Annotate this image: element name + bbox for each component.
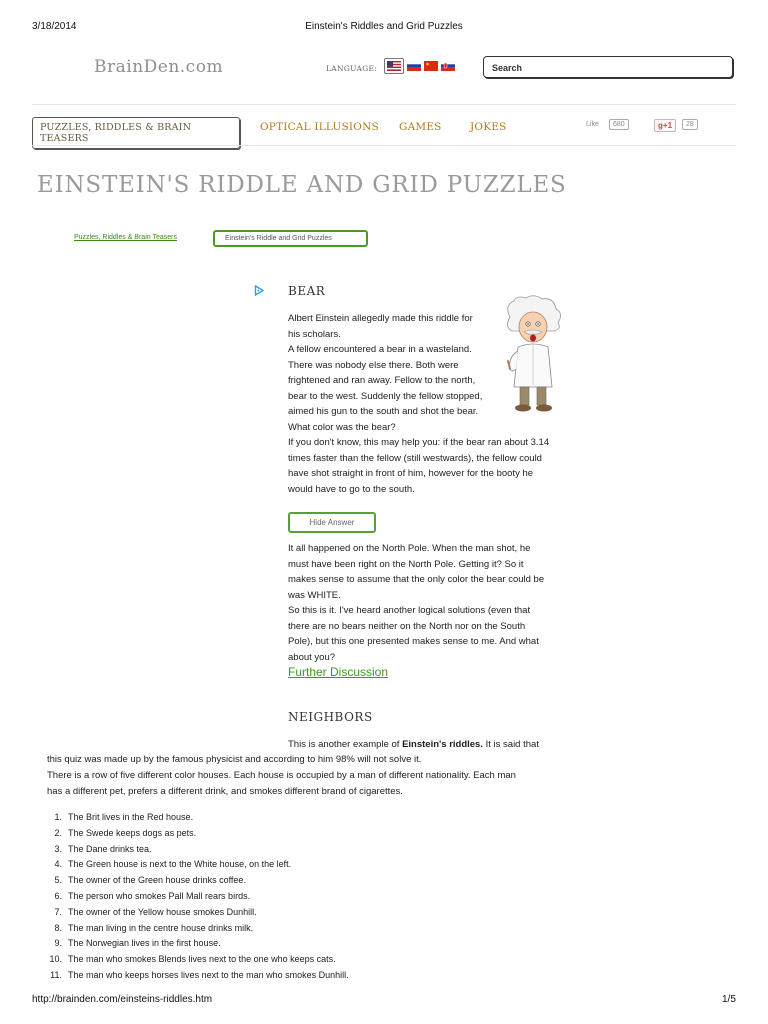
bear-line: frightened and ran away. Fellow to the north,	[288, 375, 476, 386]
print-date: 3/18/2014	[32, 21, 77, 32]
print-doc-title: Einstein's Riddles and Grid Puzzles	[305, 21, 463, 32]
rule-number: 9.	[54, 938, 62, 949]
breadcrumb-current: Einstein's Riddle and Grid Puzzles	[213, 230, 368, 247]
rule-number: 3.	[54, 843, 62, 854]
rule-number: 8.	[54, 922, 62, 933]
print-page-number: 1/5	[722, 994, 736, 1005]
gplus-label: +1	[662, 121, 673, 130]
rule-text: The man who keeps horses lives next to the man who smokes Dunhill.	[68, 969, 349, 980]
neighbors-rules-list	[40, 810, 640, 984]
rule-number: 7.	[54, 906, 62, 917]
answer-line: there are no bears neither on the North nor on the South	[288, 620, 526, 632]
navbar-top-divider	[32, 104, 736, 105]
rule-text: The Norwegian lives in the first house.	[68, 938, 221, 949]
rule-number: 5.	[54, 875, 62, 886]
nav-jokes[interactable]: JOKES	[470, 121, 507, 133]
bear-line: bear to the west. Suddenly the fellow stopped,	[288, 390, 483, 402]
like-count: 680	[609, 119, 629, 130]
further-discussion-link[interactable]: Further Discussion	[288, 665, 389, 679]
list-item	[40, 905, 640, 921]
bear-line: If you don't know, this may help you: if the bear ran about 3.14	[288, 437, 550, 448]
neighbors-intro-a: This is another example of	[288, 739, 403, 750]
list-item	[40, 936, 640, 952]
einsteins-riddles-bold: Einstein's riddles.	[402, 739, 483, 750]
gplus-button[interactable]: g+1	[654, 119, 676, 132]
answer-line: It all happened on the North Pole. When the man shot, he	[288, 543, 531, 554]
bear-line: There was nobody else there. Both were	[288, 359, 459, 371]
breadcrumb-parent[interactable]: Puzzles, Riddles & Brain Teasers	[74, 234, 177, 241]
site-logo[interactable]: BrainDen.com	[94, 57, 224, 77]
bear-line: A fellow encountered a bear in a wasteland.	[288, 344, 472, 355]
list-item	[40, 873, 640, 889]
bear-line: would have to go to the south.	[288, 483, 415, 495]
rule-number: 10.	[49, 954, 62, 965]
rule-number: 6.	[54, 890, 62, 901]
rule-text: The Brit lives in the Red house.	[68, 812, 194, 822]
bear-line: have shot straight in front of him, however for the booty he	[288, 468, 534, 479]
print-url: http://brainden.com/einsteins-riddles.htm	[32, 994, 213, 1005]
rule-text: The owner of the Green house drinks coffee.	[68, 875, 246, 886]
neighbors-intro-b: It is said that	[482, 739, 539, 750]
language-flags	[384, 58, 455, 74]
rule-text: The man living in the centre house drinks milk.	[68, 922, 254, 933]
rule-text: The owner of the Yellow house smokes Dunhill.	[68, 906, 257, 917]
list-item	[40, 810, 640, 826]
neighbors-line4: has a different pet, prefers a different drink, and smokes different brand of cigarettes.	[47, 786, 403, 797]
list-item	[40, 921, 640, 937]
list-item	[40, 826, 640, 842]
bear-riddle-text	[288, 311, 578, 497]
bear-line: times faster than the fellow (still westwards), the fellow could	[288, 452, 542, 464]
answer-line: Pole), but this one presented makes sense to me. And what	[288, 636, 539, 647]
section-title-bear: BEAR	[288, 284, 326, 298]
neighbors-line2: this quiz was made up by the famous physicist and according to him 98% will not solve it.	[47, 754, 422, 765]
flag-us-icon[interactable]	[384, 58, 404, 74]
answer-line: about you?	[288, 651, 336, 663]
rule-number: 11.	[50, 969, 62, 980]
section-title-neighbors: NEIGHBORS	[288, 710, 373, 724]
page-title: EINSTEIN'S RIDDLE AND GRID PUZZLES	[37, 172, 567, 198]
gplus-count: 28	[682, 119, 698, 130]
rule-text: The Dane drinks tea.	[68, 843, 152, 854]
bear-answer-text	[288, 541, 578, 665]
answer-line: So this is it. I've heard another logical solutions (even that	[288, 605, 531, 616]
answer-line: must have been right on the North Pole. Getting it? So it	[288, 558, 524, 570]
rule-text: The Green house is next to the White house, on the left.	[68, 859, 292, 870]
language-label: LANGUAGE:	[326, 64, 378, 73]
rule-number: 2.	[54, 827, 62, 838]
nav-games[interactable]: GAMES	[399, 121, 442, 133]
rule-number: 4.	[54, 859, 62, 870]
navbar-bottom-divider	[32, 145, 736, 146]
rule-text: The Swede keeps dogs as pets.	[68, 827, 197, 838]
rule-text: The man who smokes Blends lives next to the one who keeps cats.	[68, 954, 336, 965]
answer-line: was WHITE.	[288, 589, 341, 601]
neighbors-line3: There is a row of five different color houses. Each house is occupied by a man of different nationality. Each man	[47, 770, 516, 781]
flag-slovakia-icon[interactable]	[441, 61, 455, 71]
hide-answer-button[interactable]: Hide Answer	[288, 512, 376, 533]
like-label[interactable]: Like	[586, 121, 599, 128]
list-item	[40, 857, 640, 873]
nav-optical-illusions[interactable]: OPTICAL ILLUSIONS	[260, 121, 379, 133]
bear-line: aimed his gun to the south and shot the bear.	[288, 406, 479, 417]
flag-china-icon[interactable]	[424, 61, 438, 71]
list-item	[40, 889, 640, 905]
rule-text: The person who smokes Pall Mall rears birds.	[68, 890, 251, 901]
answer-line: makes sense to assume that the only color the bear could be	[288, 574, 545, 585]
nav-puzzles-riddles[interactable]: PUZZLES, RIDDLES & BRAIN TEASERS	[32, 117, 240, 149]
search-input[interactable]: Search	[483, 56, 733, 78]
list-item	[40, 968, 640, 984]
rule-number: 1.	[54, 812, 62, 822]
neighbors-intro	[288, 737, 539, 753]
bear-line: Albert Einstein allegedly made this riddle for	[288, 313, 473, 324]
list-item	[40, 842, 640, 858]
ad-choices-icon[interactable]	[254, 285, 264, 296]
bear-line: What color was the bear?	[288, 421, 396, 433]
bear-line: his scholars.	[288, 328, 341, 340]
list-item	[40, 952, 640, 968]
flag-russia-icon[interactable]	[407, 61, 421, 71]
